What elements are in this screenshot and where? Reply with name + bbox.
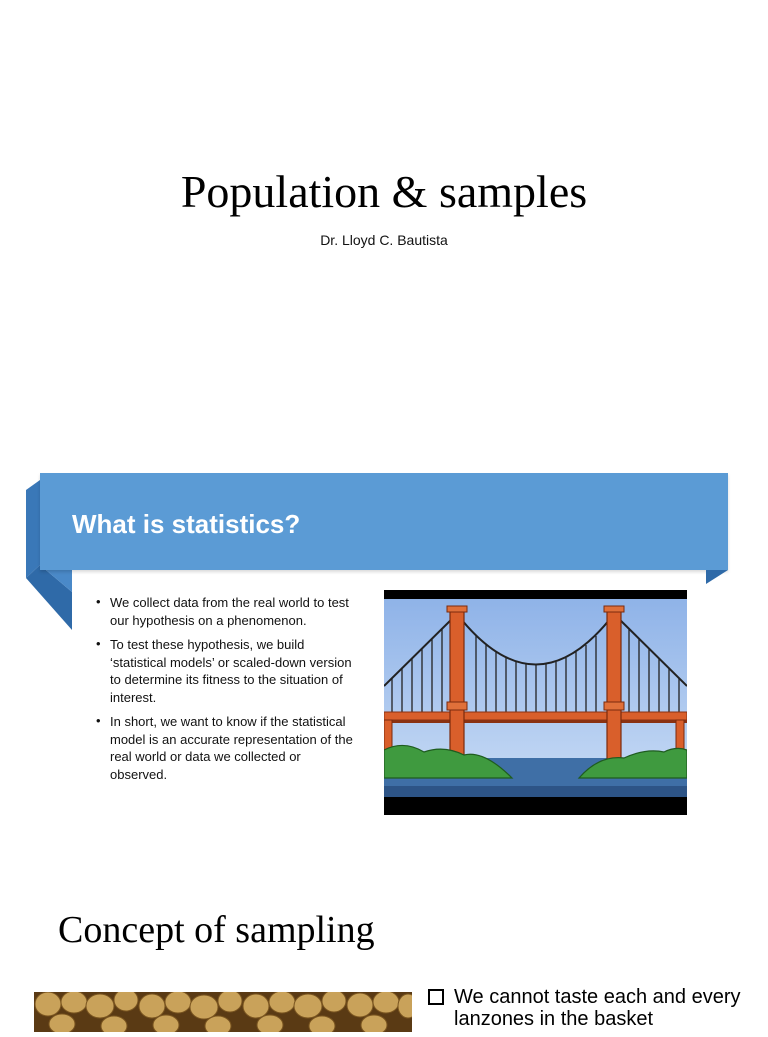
bullet-dot-icon: • <box>96 713 101 728</box>
sampling-bullet: We cannot taste each and every lanzones in the basket <box>428 986 758 1030</box>
slide-title: Concept of sampling <box>58 909 375 951</box>
lanzones-icon <box>34 992 412 1032</box>
bullet-list <box>92 594 354 790</box>
list-item: • We collect data from the real world to test our hypothesis on a phenomenon. <box>96 594 349 628</box>
title-banner <box>40 473 728 570</box>
banner-title: What is statistics? <box>72 509 301 539</box>
bridge-icon <box>384 590 687 815</box>
bullet-dot-icon: • <box>96 594 101 609</box>
list-item: • In short, we want to know if the statistical model is an accurate representation of the real world or data we collected or observed. <box>96 713 353 782</box>
slide-title: Population & samples <box>180 166 588 217</box>
slide-subtitle: Dr. Lloyd C. Bautista <box>320 232 448 248</box>
sampling-slide <box>0 890 768 1030</box>
statistics-slide <box>0 470 768 870</box>
bridge-image <box>384 590 687 815</box>
list-item: • To test these hypothesis, we build ‘statistical models’ or scaled-down version to determine its fitness to the situation of interest. <box>96 636 352 705</box>
checkbox-bullet-icon <box>428 989 444 1005</box>
banner-corner-shape <box>706 570 728 584</box>
bullet-dot-icon: • <box>96 636 101 651</box>
title-slide <box>0 0 768 440</box>
lanzones-image <box>34 992 412 1032</box>
